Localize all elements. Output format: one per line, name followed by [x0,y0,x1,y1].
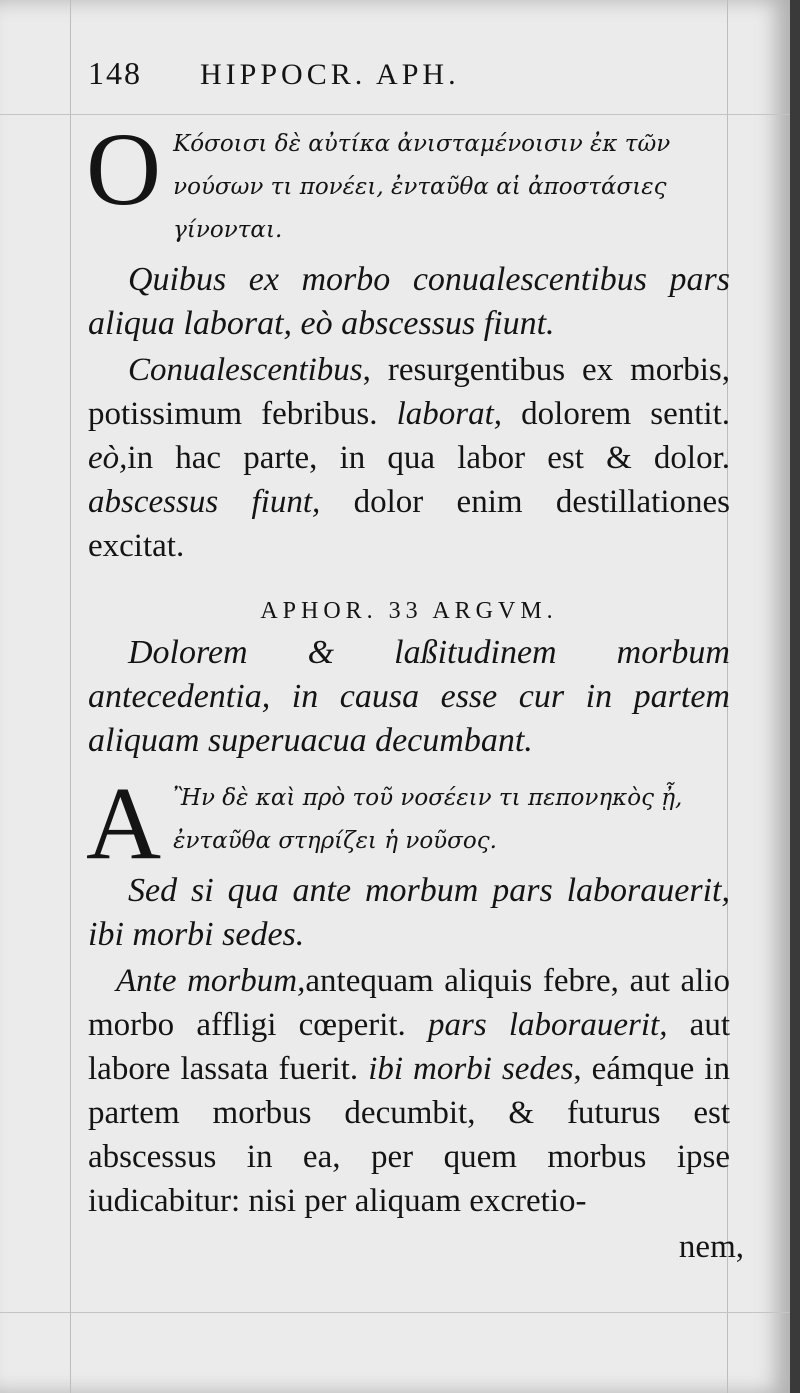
greek-line-1: Κόσοισι δὲ αὐτίκα ἀνισταμένοισιν ἐκ τῶν νούσων τι πονέει, ἐνταῦθα αἱ ἀποστάσιες γίνονται. [173,131,671,243]
commentary-2-run: Ante morbum, [116,963,306,999]
page-rule-bottom [0,1312,790,1313]
commentary-2 [88,959,730,1223]
latin-aphorism-1: Quibus ex morbo conualescentibus pars aliqua laborat, eò abscessus fiunt. [88,261,730,342]
commentary-1-run: laborat, [396,396,503,432]
page-number: 148 [88,55,142,91]
running-title: HIPPOCR. APH. [200,58,460,91]
greek-text-2 [86,766,730,881]
section-heading: APHOR. 33 ARGVM. [260,598,558,624]
greek-line-2: Ἢν δὲ καὶ πρὸ τοῦ νοσέειν τι πεπονηκὸς ᾖ, ἐνταῦθα στηρίζει ἡ νοῦσος. [173,785,683,854]
page-rule-left [70,0,71,1393]
commentary-1 [88,348,730,568]
argument-text: Dolorem & laßitudinem morbum antecedentia, in causa esse cur in partem aliquam superuacua decumbant. [88,634,730,759]
commentary-1-run: Conualescentibus [128,352,363,388]
text-block [86,55,744,1267]
greek-text-1 [86,112,730,252]
commentary-2-run: ibi morbi sedes [368,1051,574,1087]
dropcap-o: O [86,112,162,227]
commentary-1-run: dolor enim destillationes excitat. [88,484,731,564]
latin-aphorism-2: Sed si qua ante morbum pars laborauerit, ibi morbi sedes. [88,872,730,953]
commentary-2-run: pars laborauerit, [428,1007,668,1043]
commentary-1-run: dolorem sentit. [502,396,730,432]
running-head [88,55,730,101]
commentary-1-run: , resurgentibus ex morbis, potissimum febribus. [88,352,730,432]
dropcap-a: A [86,766,162,881]
aphorism-2 [86,766,730,957]
catchword: nem, [678,1229,744,1265]
commentary-2-run: , eámque in partem morbus decumbit, & futurus est abscessus in ea, per quem morbus ipse iudicabitur: nisi per aliquam excretio- [88,1051,730,1219]
commentary-1-run: abscessus fiunt, [88,484,321,520]
commentary-2-run: aut labore lassata fuerit. [88,1007,730,1087]
commentary-2-run: antequam aliquis febre, aut alio morbo affligi cœperit. [88,963,730,1043]
commentary-1-run: eò, [88,440,128,476]
aphorism-1 [86,112,730,346]
commentary-1-run: in hac parte, in qua labor est & dolor. [127,440,730,476]
